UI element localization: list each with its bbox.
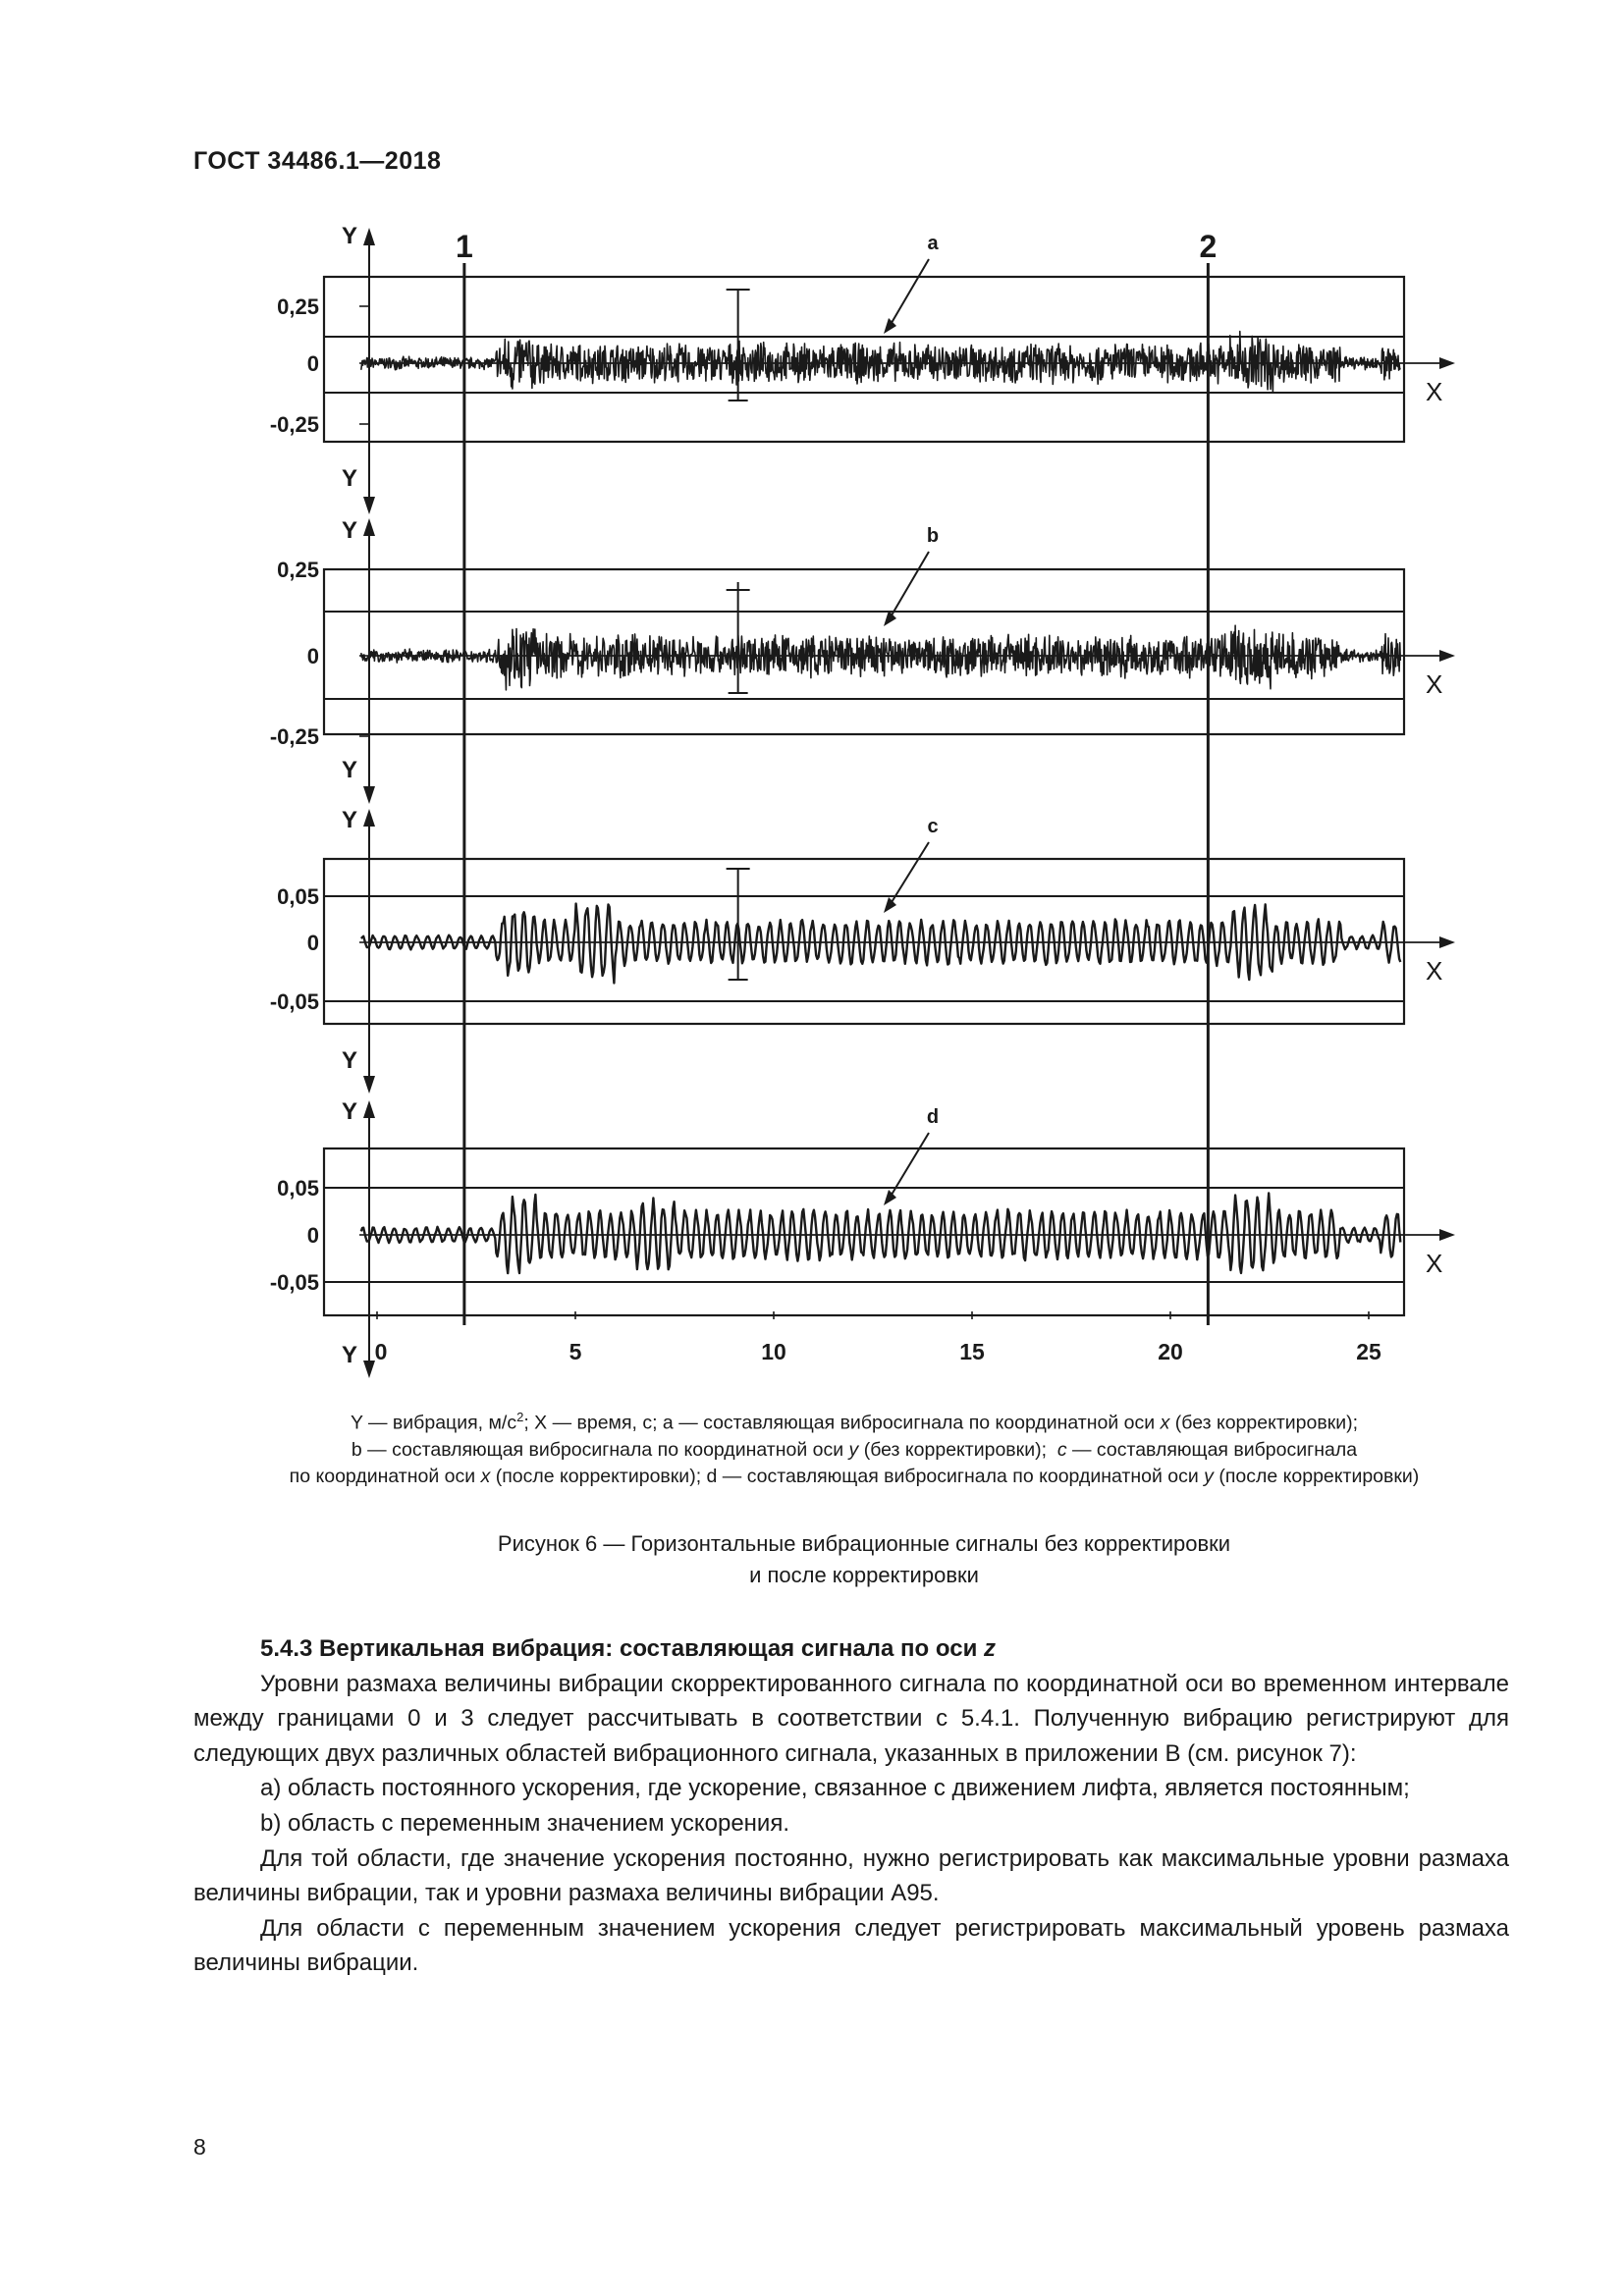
- signal-trace-a: [361, 332, 1401, 392]
- legend-superscript: 2: [516, 1410, 524, 1424]
- legend-text: (после корректировки): [1213, 1465, 1420, 1487]
- boundary-label-2: 2: [1199, 229, 1218, 264]
- legend-text: ; X — время, с; a — составляющая вибросигнала по координатной оси: [523, 1412, 1161, 1434]
- series-label-c: c: [927, 816, 939, 837]
- page-number: 8: [193, 2134, 206, 2160]
- y-tick-label: -0,25: [269, 724, 319, 749]
- paragraph: Уровни размаха величины вибрации скорректированного сигнала по координатной оси во временном интервале между границами 0 и 3 следует рассчитывать в соответствии с 5.4.1. Полученную вибрацию регистрируют для следующих двух различных областей вибрационного сигнала, указанных в приложении B (см. рисунок 7):: [193, 1670, 1509, 1767]
- y-axis-label: Y: [342, 1342, 358, 1368]
- legend-text: (без корректировки);: [858, 1438, 1057, 1461]
- x-tick-label: 15: [959, 1339, 985, 1364]
- legend-line-1: [187, 1404, 1522, 1437]
- signal-trace-b: [361, 625, 1401, 690]
- paragraph: Для той области, где значение ускорения постоянно, нужно регистрировать как максимальные уровни размаха величины вибрации, так и уровни размаха величины вибрации A95.: [193, 1844, 1509, 1907]
- figure-caption: [295, 1528, 1434, 1591]
- section-body: [193, 1631, 1509, 1981]
- paragraph: b) область с переменным значением ускорения.: [260, 1809, 789, 1837]
- y-tick-label: 0,25: [277, 294, 319, 319]
- legend-axis: y: [1204, 1465, 1214, 1487]
- legend-text: b — составляющая вибросигнала по координатной оси: [351, 1438, 849, 1461]
- y-tick-label: 0,05: [277, 1176, 319, 1201]
- y-axis-label: Y: [342, 465, 358, 492]
- x-tick-label: 10: [761, 1339, 786, 1364]
- y-axis-label: Y: [342, 1098, 358, 1125]
- y-tick-label: 0: [306, 931, 319, 955]
- legend-text: (после корректировки); d — составляющая вибросигнала по координатной оси: [490, 1465, 1205, 1487]
- y-axis-arrowhead-up: [363, 228, 375, 245]
- y-tick-label: 0,25: [277, 558, 319, 582]
- y-axis-arrowhead-down: [363, 1361, 375, 1378]
- y-tick-label: 0: [306, 351, 319, 376]
- signal-trace-c: [361, 904, 1401, 984]
- series-label-d: d: [926, 1106, 940, 1128]
- legend-line-2: [187, 1437, 1522, 1464]
- legend-axis: x: [480, 1465, 491, 1487]
- caption-line-1: Рисунок 6 — Горизонтальные вибрационные сигналы без корректировки: [497, 1531, 1231, 1556]
- section-heading-text: 5.4.3 Вертикальная вибрация: составляющая сигнала по оси: [260, 1635, 984, 1662]
- panel-frame: [324, 1148, 1404, 1315]
- y-axis-label: Y: [342, 517, 358, 544]
- series-label-arrowhead: [884, 318, 896, 334]
- y-axis-arrowhead-up: [363, 518, 375, 536]
- legend-axis: y: [848, 1438, 859, 1461]
- y-axis-label: Y: [342, 757, 358, 783]
- legend-line-3: [187, 1464, 1522, 1490]
- y-tick-label: 0: [306, 1223, 319, 1248]
- y-tick-label: 0: [306, 644, 319, 668]
- x-tick-label: 25: [1356, 1339, 1381, 1364]
- series-label-arrow: [889, 1133, 929, 1200]
- figure-legend: [187, 1404, 1522, 1490]
- x-axis-label: X: [1426, 669, 1443, 699]
- y-axis-arrowhead-up: [363, 809, 375, 827]
- series-label-arrow: [889, 259, 929, 328]
- x-axis-arrowhead: [1439, 357, 1455, 369]
- x-axis-label: X: [1426, 1249, 1443, 1278]
- y-tick-label: -0,25: [269, 412, 319, 437]
- y-tick-label: -0,05: [269, 989, 319, 1014]
- section-heading: [193, 1631, 1509, 1667]
- legend-text: (без корректировки);: [1169, 1412, 1359, 1434]
- y-axis-arrowhead-down: [363, 1076, 375, 1094]
- x-axis-label: X: [1426, 956, 1443, 986]
- y-axis-arrowhead-down: [363, 497, 375, 514]
- x-axis-label: X: [1426, 377, 1443, 406]
- legend-text: Y — вибрация, м/с: [350, 1412, 517, 1434]
- y-axis-label: Y: [342, 223, 358, 249]
- legend-axis: x: [1160, 1412, 1170, 1434]
- paragraph: Для области с переменным значением ускорения следует регистрировать максимальный уровень размаха величины вибрации.: [193, 1914, 1509, 1977]
- y-axis-label: Y: [342, 1047, 358, 1074]
- document-header: ГОСТ 34486.1—2018: [193, 147, 442, 175]
- boundary-label-1: 1: [455, 229, 473, 264]
- x-tick-label: 5: [568, 1339, 582, 1364]
- y-axis-label: Y: [342, 807, 358, 833]
- legend-text: — составляющая вибросигнала: [1066, 1438, 1358, 1461]
- series-label-a: a: [927, 233, 939, 254]
- series-label-b: b: [926, 525, 940, 547]
- y-tick-label: -0,05: [269, 1270, 319, 1295]
- caption-line-2: и после корректировки: [749, 1563, 979, 1587]
- x-axis-arrowhead: [1439, 936, 1455, 948]
- y-axis-arrowhead-down: [363, 786, 375, 804]
- legend-text: по координатной оси: [289, 1465, 481, 1487]
- signal-trace-d: [361, 1193, 1401, 1273]
- y-tick-label: 0,05: [277, 884, 319, 909]
- x-tick-label: 0: [374, 1339, 388, 1364]
- series-label-arrowhead: [884, 897, 896, 913]
- x-tick-label: 20: [1158, 1339, 1183, 1364]
- series-label-arrow: [889, 842, 929, 907]
- series-label-arrowhead: [884, 611, 896, 626]
- section-heading-axis: z: [984, 1635, 996, 1662]
- y-axis-arrowhead-up: [363, 1100, 375, 1118]
- paragraph: a) область постоянного ускорения, где ускорение, связанное с движением лифта, является постоянным;: [260, 1775, 1410, 1802]
- series-label-arrowhead: [884, 1190, 896, 1205]
- x-axis-arrowhead: [1439, 650, 1455, 662]
- x-axis-arrowhead: [1439, 1229, 1455, 1241]
- series-label-arrow: [889, 552, 929, 620]
- legend-series-c: c: [1056, 1438, 1067, 1461]
